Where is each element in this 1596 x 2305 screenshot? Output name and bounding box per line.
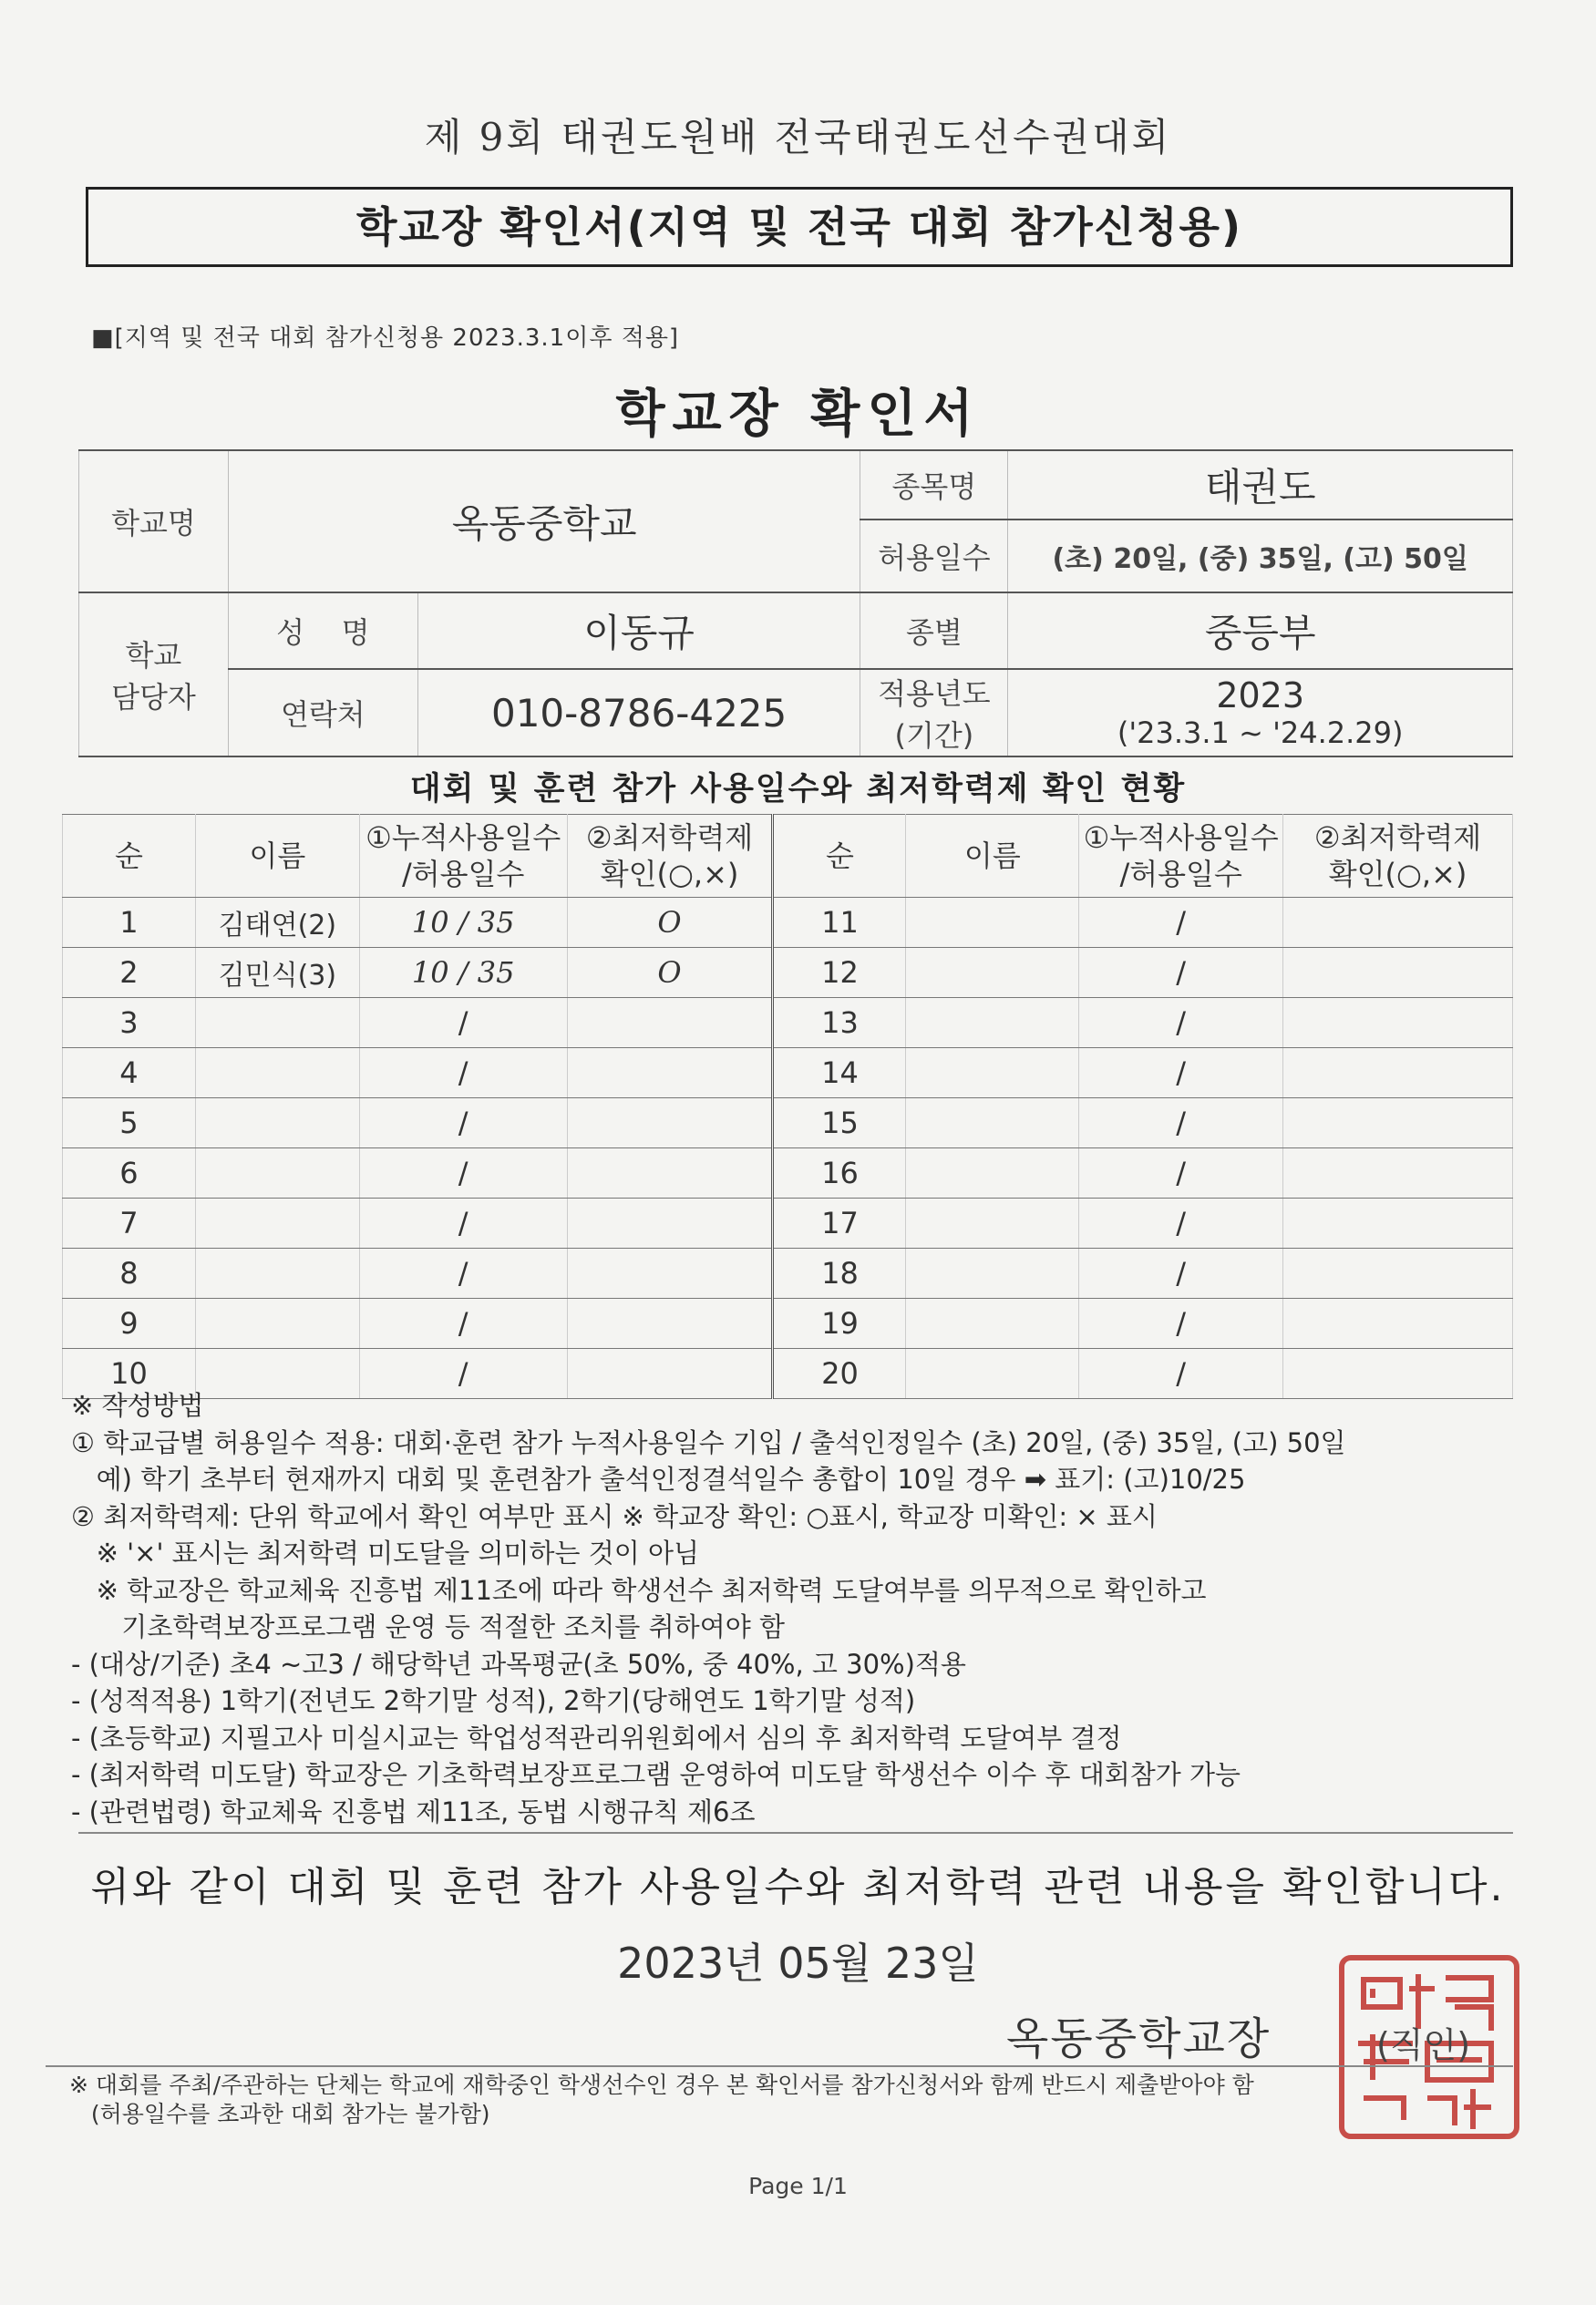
section-title: 대회 및 훈련 참가 사용일수와 최저학력제 확인 현황: [409, 771, 1187, 808]
row-number: 16: [773, 1148, 906, 1199]
page-number: Page 1/1: [748, 2173, 848, 2199]
used-days: /: [1079, 948, 1283, 998]
header-no-right: 순: [773, 815, 906, 898]
athlete-name: [906, 948, 1079, 998]
header-days-line-2: /허용일수: [401, 857, 525, 891]
header-name: 이름: [195, 815, 359, 898]
sport-value: 태권도: [1008, 450, 1513, 520]
table-row: [63, 1048, 1513, 1098]
row-number: 10: [63, 1349, 196, 1399]
instruction-line: 예) 학기 초부터 현재까지 대회 및 훈련참가 출석인정결석일수 총합이 10일 경우 ➡ 표기: (고)10/25: [71, 1464, 1246, 1495]
table-row: [63, 998, 1513, 1048]
used-days: 10 / 35: [359, 948, 567, 998]
sport-label: 종목명: [860, 450, 1008, 520]
allowed-days-label: 허용일수: [860, 520, 1008, 592]
athlete-name: [906, 1098, 1079, 1148]
row-number: 17: [773, 1199, 906, 1249]
division-value: 중등부: [1008, 592, 1513, 669]
used-days: /: [359, 1249, 567, 1299]
divider-line: [78, 1832, 1513, 1834]
instruction-line: ※ 작성방법: [71, 1390, 204, 1421]
table-row: [63, 1098, 1513, 1148]
table-row: [63, 948, 1513, 998]
athlete-name: [195, 1148, 359, 1199]
used-days: /: [1079, 1048, 1283, 1098]
academic-check: [1283, 948, 1513, 998]
row-number: 3: [63, 998, 196, 1048]
footnote: [69, 2071, 1254, 2129]
used-days: /: [1079, 1148, 1283, 1199]
row-number: 13: [773, 998, 906, 1048]
athlete-name: [195, 1048, 359, 1098]
used-days: 10 / 35: [359, 898, 567, 948]
academic-check: [1283, 1048, 1513, 1098]
athlete-name: [906, 1249, 1079, 1299]
instruction-line: - (대상/기준) 초4 ~고3 / 해당학년 과목평균(초 50%, 중 40%, 고 30%)적용: [71, 1648, 966, 1680]
instruction-line: - (초등학교) 지필고사 미실시교는 학업성적관리위원회에서 심의 후 최저학력 도달여부 결정: [71, 1722, 1122, 1754]
header-academic: [567, 815, 773, 898]
academic-check: [567, 1199, 773, 1249]
academic-check: [1283, 1299, 1513, 1349]
row-number: 18: [773, 1249, 906, 1299]
academic-check: [567, 1098, 773, 1148]
used-days: /: [1079, 1299, 1283, 1349]
used-days: /: [359, 1199, 567, 1249]
academic-check: [1283, 1148, 1513, 1199]
academic-check: [567, 1148, 773, 1199]
row-number: 12: [773, 948, 906, 998]
row-number: 6: [63, 1148, 196, 1199]
used-days: /: [1079, 1349, 1283, 1399]
confirmation-statement: 위와 같이 대회 및 훈련 참가 사용일수와 최저학력 관련 내용을 확인합니다.: [90, 1864, 1506, 1910]
academic-check: [567, 998, 773, 1048]
division-label: 종별: [860, 592, 1008, 669]
used-days: /: [1079, 898, 1283, 948]
instruction-line: ① 학교급별 허용일수 적용: 대회·훈련 참가 누적사용일수 기입 / 출석인정일수 (초) 20일, (중) 35일, (고) 50일: [71, 1426, 1346, 1458]
table-row: [63, 1148, 1513, 1199]
instruction-line: - (성적적용) 1학기(전년도 2학기말 성적), 2학기(당해연도 1학기말 성적): [71, 1685, 916, 1716]
academic-check: [1283, 898, 1513, 948]
footnote-divider: [46, 2065, 1513, 2067]
athlete-name: 김태연(2): [195, 898, 359, 948]
issue-date: 2023년 05월 23일: [617, 1939, 979, 1988]
manager-name-label: 성 명: [228, 592, 417, 669]
row-number: 4: [63, 1048, 196, 1098]
instruction-line: ② 최저학력제: 단위 학교에서 확인 여부만 표시 ※ 학교장 확인: ○표시, 학교장 미확인: × 표시: [71, 1500, 1158, 1532]
header-days: [359, 815, 567, 898]
row-number: 9: [63, 1299, 196, 1349]
used-days: /: [359, 1098, 567, 1148]
athlete-name: [906, 898, 1079, 948]
athlete-name: [906, 1199, 1079, 1249]
header-days-right-line-1: ①누적사용일수: [1083, 820, 1279, 855]
used-days: /: [1079, 1249, 1283, 1299]
row-number: 19: [773, 1299, 906, 1349]
athlete-name: [906, 1299, 1079, 1349]
manager-name-value: 이동규: [417, 592, 860, 669]
principal-title: 옥동중학교장: [1006, 2013, 1272, 2064]
instruction-line: - (최저학력 미도달) 학교장은 기초학력보장프로그램 운영하여 미도달 학생선수 이수 후 대회참가 가능: [71, 1759, 1241, 1790]
school-name-value: 옥동중학교: [228, 450, 860, 592]
seal-label: (직인): [1376, 2025, 1471, 2065]
header-academic-line-2: 확인(○,×): [600, 857, 739, 891]
manager-label-line-2: 담당자: [111, 680, 196, 715]
footnote-line-1: ※ 대회를 주최/주관하는 단체는 학교에 재학중인 학생선수인 경우 본 확인서를 참가신청서와 함께 반드시 제출받아야 함: [69, 2072, 1254, 2098]
used-days: /: [1079, 1199, 1283, 1249]
year-period: ('23.3.1 ~ '24.2.29): [1117, 715, 1404, 750]
used-days: /: [359, 1048, 567, 1098]
athlete-name: [195, 998, 359, 1048]
row-number: 14: [773, 1048, 906, 1098]
used-days: /: [359, 1148, 567, 1199]
used-days: /: [359, 998, 567, 1048]
event-title: 제 9회 태권도원배 전국태권도선수권대회: [424, 115, 1172, 159]
used-days: /: [359, 1349, 567, 1399]
used-days: /: [359, 1299, 567, 1349]
row-number: 1: [63, 898, 196, 948]
manager-label-line-1: 학교: [125, 638, 182, 673]
row-number: 11: [773, 898, 906, 948]
used-days: /: [1079, 998, 1283, 1048]
year-value: [1008, 669, 1513, 756]
instruction-line: ※ '×' 표시는 최저학력 미도달을 의미하는 것이 아님: [71, 1538, 699, 1569]
table-row: [63, 898, 1513, 948]
athlete-name: [195, 1199, 359, 1249]
allowed-days-value: (초) 20일, (중) 35일, (고) 50일: [1008, 520, 1513, 592]
athlete-list-table: [62, 814, 1513, 1399]
writing-instructions: [71, 1387, 1529, 1830]
header-days-line-1: ①누적사용일수: [366, 820, 561, 855]
header-days-right-line-2: /허용일수: [1119, 857, 1242, 891]
header-academic-right-line-2: 확인(○,×): [1328, 857, 1467, 891]
year-label-line-2: (기간): [894, 718, 974, 753]
row-number: 15: [773, 1098, 906, 1148]
document-title-box: 학교장 확인서(지역 및 전국 대회 참가신청용): [86, 187, 1513, 267]
header-academic-right: [1283, 815, 1513, 898]
table-row: [63, 1299, 1513, 1349]
athlete-name: [906, 1148, 1079, 1199]
table-row: [63, 1199, 1513, 1249]
academic-check: [1283, 998, 1513, 1048]
instruction-line: - (관련법령) 학교체육 진흥법 제11조, 동법 시행규칙 제6조: [71, 1796, 756, 1827]
academic-check: O: [567, 948, 773, 998]
row-number: 20: [773, 1349, 906, 1399]
academic-check: [567, 1249, 773, 1299]
row-number: 2: [63, 948, 196, 998]
academic-check: [1283, 1249, 1513, 1299]
athlete-name: [195, 1249, 359, 1299]
athlete-name: [195, 1299, 359, 1349]
school-name-label: 학교명: [79, 450, 229, 592]
academic-check: [567, 1048, 773, 1098]
header-days-right: [1079, 815, 1283, 898]
year-label: [860, 669, 1008, 756]
year-label-line-1: 적용년도: [878, 676, 991, 711]
main-title: 학교장 확인서: [615, 385, 981, 444]
applicability-note: ■[지역 및 전국 대회 참가신청용 2023.3.1이후 적용]: [91, 324, 680, 352]
table-row: [63, 1249, 1513, 1299]
manager-label: [79, 592, 229, 756]
row-number: 7: [63, 1199, 196, 1249]
header-no: 순: [63, 815, 196, 898]
contact-label: 연락처: [228, 669, 417, 756]
academic-check: [1283, 1199, 1513, 1249]
school-info-table: [78, 449, 1513, 757]
athlete-name: [906, 1048, 1079, 1098]
year-number: 2023: [1216, 675, 1305, 715]
athlete-name: 김민식(3): [195, 948, 359, 998]
academic-check: [1283, 1098, 1513, 1148]
header-academic-line-1: ②최저학력제: [585, 820, 754, 855]
footnote-line-2: (허용일수를 초과한 대회 참가는 불가함): [69, 2101, 490, 2127]
row-number: 5: [63, 1098, 196, 1148]
header-academic-right-line-1: ②최저학력제: [1313, 820, 1482, 855]
header-name-right: 이름: [906, 815, 1079, 898]
instruction-line: ※ 학교장은 학교체육 진흥법 제11조에 따라 학생선수 최저학력 도달여부를 의무적으로 확인하고: [71, 1574, 1207, 1606]
academic-check: [567, 1299, 773, 1349]
row-number: 8: [63, 1249, 196, 1299]
academic-check: O: [567, 898, 773, 948]
athlete-name: [195, 1098, 359, 1148]
used-days: /: [1079, 1098, 1283, 1148]
instruction-line: 기초학력보장프로그램 운영 등 적절한 조치를 취하여야 함: [71, 1611, 785, 1642]
contact-value: 010-8786-4225: [417, 669, 860, 756]
athlete-name: [906, 998, 1079, 1048]
